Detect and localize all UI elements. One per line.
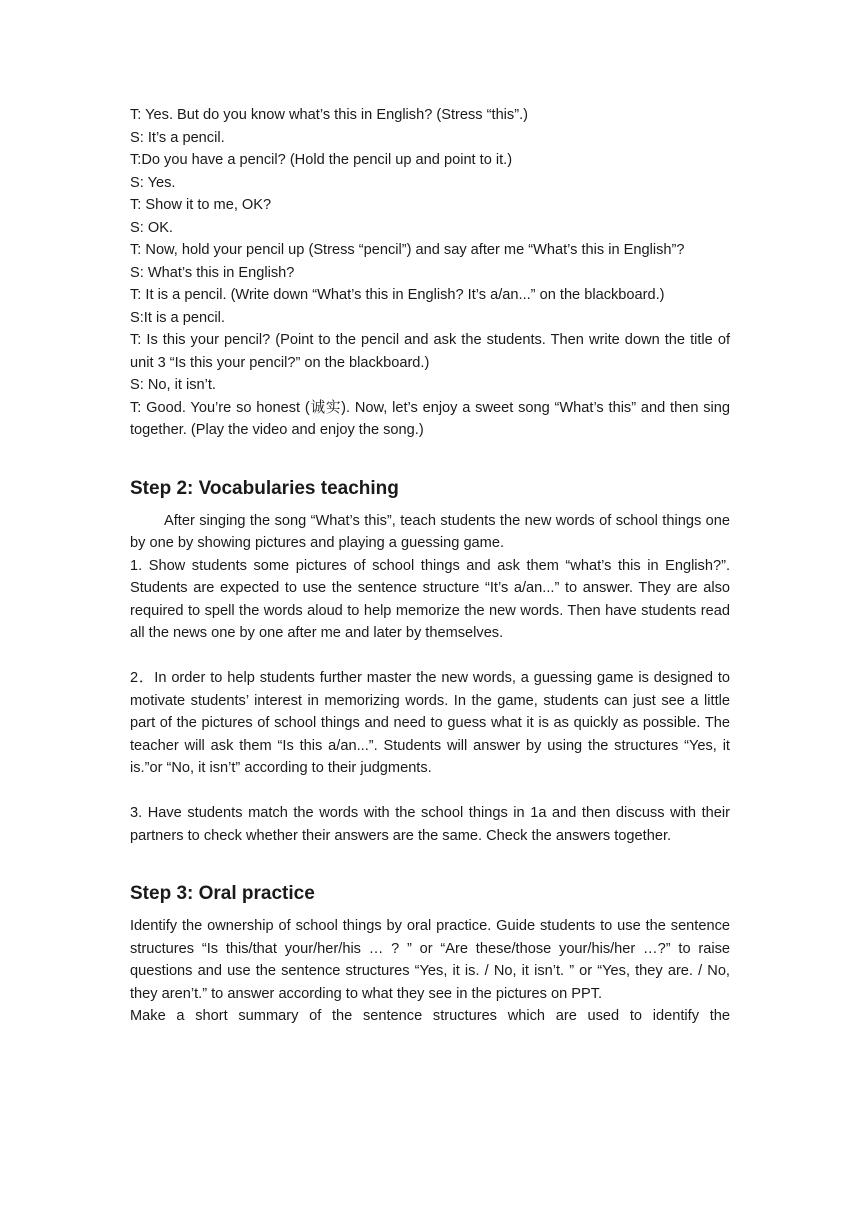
- dialogue-line: S: It’s a pencil.: [130, 129, 225, 146]
- dialogue-line: S: What’s this in English?: [130, 264, 295, 281]
- step2-intro: After singing the song “What’s this”, teach students the new words of school things one by one by showing pictures and playing a guessing game.: [130, 512, 730, 551]
- dialogue-line: T: Show it to me, OK?: [130, 197, 272, 213]
- step3-heading: Step 3: Oral practice: [130, 883, 315, 904]
- dialogue-line: T: Good. You’re so honest (诚实). Now, let’s enjoy a sweet song “What’s this” and then sing together. (Play the video and enjoy the song.): [130, 399, 730, 438]
- dialogue-line: S: No, it isn’t.: [130, 377, 216, 393]
- step3-paragraph-1: Identify the ownership of school things by oral practice. Guide students to use the sentence structures “Is this/that your/her/his … ? ” or “Are these/those your/his/her …?” to raise questions and use the sentence structures “Yes, it is. / No, it isn’t. ” or “Yes, they are. / No, they aren’t.” to answer according to what they see in the pictures on PPT.: [130, 918, 730, 1002]
- dialogue-line: T: Is this your pencil? (Point to the pencil and ask the students. Then write down the title of unit 3 “Is this your pencil?” on the blackboard.): [130, 332, 730, 371]
- dialogue-line: T: It is a pencil. (Write down “What’s this in English? It’s a/an...” on the blackboard.): [130, 287, 665, 303]
- step3-paragraph-2: Make a short summary of the sentence structures which are used to identify the: [130, 1008, 730, 1024]
- step2-item-2: 2．In order to help students further master the new words, a guessing game is designed to motivate students’ interest in memorizing words. In the game, students can just see a little part of the pictures of school things and need to guess what it is as quickly as possible. The teacher will ask them “Is this a/an...”. Students will answer by using the structures “Yes, it is.”or “No, it isn’t” according to their judgments.: [130, 670, 730, 776]
- dialogue-line: S: OK.: [130, 219, 173, 236]
- step2-heading: Step 2: Vocabularies teaching: [130, 477, 399, 499]
- step2-item-1: 1. Show students some pictures of school things and ask them “what’s this in English?”. Students are expected to use the sentence structure “It’s a/an...” to answer. They are also required to spell the words aloud to help memorize the new words. Then have students read all the news one by one after me and later by themselves.: [130, 557, 730, 641]
- dialogue-line: T:Do you have a pencil? (Hold the pencil up and point to it.): [130, 152, 513, 168]
- dialogue-line: T: Yes. But do you know what’s this in English? (Stress “this”.): [130, 107, 528, 123]
- step2-item-3: 3. Have students match the words with the school things in 1a and then discuss with their partners to check whether their answers are the same. Check the answers together.: [130, 805, 730, 844]
- dialogue-line: S:It is a pencil.: [130, 309, 225, 326]
- dialogue-line: T: Now, hold your pencil up (Stress “pencil”) and say after me “What’s this in English”?: [130, 242, 685, 258]
- document-page: [130, 104, 730, 1028]
- dialogue-line: S: Yes.: [130, 174, 176, 191]
